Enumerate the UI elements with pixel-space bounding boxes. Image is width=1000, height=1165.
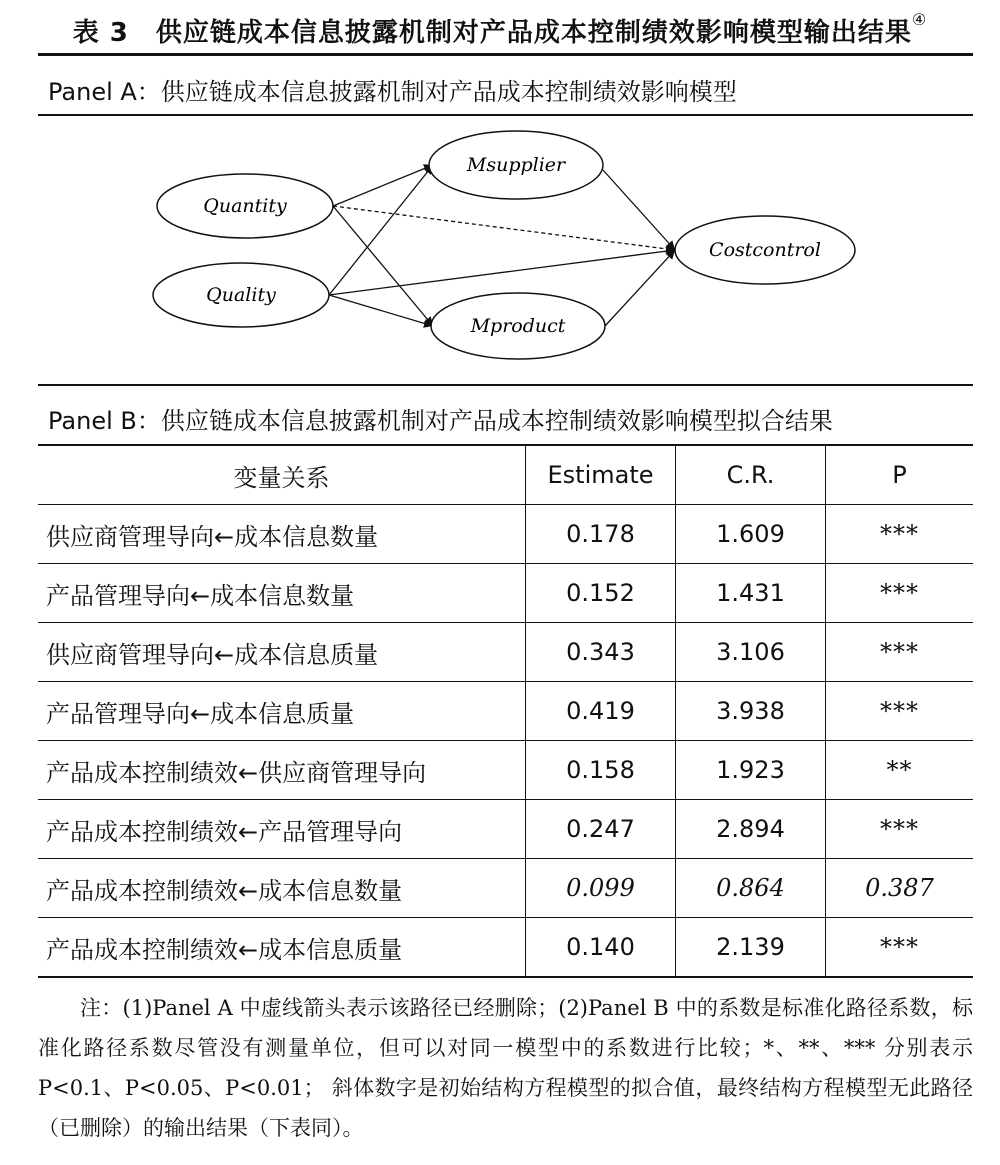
- results-body: [38, 505, 973, 978]
- header-p: P: [826, 445, 974, 505]
- table-row: [38, 859, 973, 918]
- edge-quality-to-mproduct: [329, 295, 433, 326]
- node-msupplier-label: Msupplier: [466, 154, 566, 176]
- relationship-cell: 产品成本控制绩效←成本信息数量: [38, 859, 526, 918]
- p-cell: ***: [826, 505, 974, 564]
- panel-a-rule: [38, 114, 973, 116]
- relationship-cell: 产品管理导向←成本信息数量: [38, 564, 526, 623]
- estimate-cell: 0.247: [526, 800, 676, 859]
- results-table: [38, 444, 973, 978]
- cr-cell: 2.139: [676, 918, 826, 978]
- p-cell: **: [826, 741, 974, 800]
- node-mproduct: [431, 293, 605, 359]
- header-cr: C.R.: [676, 445, 826, 505]
- relationship-cell: 产品成本控制绩效←成本信息质量: [38, 918, 526, 978]
- relationship-cell: 产品成本控制绩效←供应商管理导向: [38, 741, 526, 800]
- estimate-cell: 0.099: [526, 859, 676, 918]
- top-rule: [38, 53, 973, 56]
- estimate-cell: 0.158: [526, 741, 676, 800]
- cr-cell: 3.938: [676, 682, 826, 741]
- header-estimate: Estimate: [526, 445, 676, 505]
- p-cell: 0.387: [826, 859, 974, 918]
- relationship-cell: 产品成本控制绩效←产品管理导向: [38, 800, 526, 859]
- edge-quantity-to-mproduct: [333, 206, 433, 326]
- node-quality-label: Quality: [206, 284, 276, 306]
- table-row: [38, 741, 973, 800]
- cr-cell: 1.609: [676, 505, 826, 564]
- relationship-cell: 产品管理导向←成本信息质量: [38, 682, 526, 741]
- path-diagram: [38, 118, 973, 383]
- cr-cell: 1.431: [676, 564, 826, 623]
- estimate-cell: 0.343: [526, 623, 676, 682]
- estimate-cell: 0.152: [526, 564, 676, 623]
- table-row: [38, 564, 973, 623]
- p-cell: ***: [826, 800, 974, 859]
- table-note: 注：(1)Panel A 中虚线箭头表示该路径已经删除；(2)Panel B 中的系数是标准化路径系数，标准化路径系数尽管没有测量单位，但可以对同一模型中的系数进行比较；*、**、*** 分别表示 P<0.1、P<0.05、P<0.01； 斜体数字是初始结构方程模型的拟合值，最终结构方程模型无此路径（已删除）的输出结果（下表同）。: [38, 996, 973, 1140]
- relationship-cell: 供应商管理导向←成本信息数量: [38, 505, 526, 564]
- footnote-marker: ④: [911, 10, 928, 29]
- table-row: [38, 505, 973, 564]
- panel-b-label: Panel B：供应链成本信息披露机制对产品成本控制绩效影响模型拟合结果: [48, 407, 833, 435]
- panel-b-top-rule: [38, 384, 973, 386]
- table-row: [38, 918, 973, 978]
- p-cell: ***: [826, 918, 974, 978]
- node-costcontrol-label: Costcontrol: [709, 239, 821, 261]
- edge-quality-to-msupplier: [329, 165, 433, 295]
- diagram-nodes: [153, 131, 855, 359]
- node-costcontrol: [675, 216, 855, 284]
- cr-cell: 1.923: [676, 741, 826, 800]
- p-cell: ***: [826, 564, 974, 623]
- estimate-cell: 0.140: [526, 918, 676, 978]
- header-relationship: 变量关系: [38, 445, 526, 505]
- edge-quality-to-costcontrol: [329, 250, 675, 295]
- node-quantity: [157, 174, 333, 238]
- p-cell: ***: [826, 623, 974, 682]
- p-cell: ***: [826, 682, 974, 741]
- panel-a-label: Panel A：供应链成本信息披露机制对产品成本控制绩效影响模型: [48, 78, 737, 106]
- edge-mproduct-to-costcontrol: [605, 250, 675, 326]
- cr-cell: 0.864: [676, 859, 826, 918]
- node-msupplier: [429, 131, 603, 199]
- table-row: [38, 682, 973, 741]
- node-quantity-label: Quantity: [203, 195, 287, 217]
- cr-cell: 2.894: [676, 800, 826, 859]
- table-title: [0, 12, 1000, 49]
- header-row: [38, 445, 973, 505]
- estimate-cell: 0.178: [526, 505, 676, 564]
- estimate-cell: 0.419: [526, 682, 676, 741]
- table-row: [38, 623, 973, 682]
- edge-quantity-to-costcontrol: [333, 206, 675, 250]
- relationship-cell: 供应商管理导向←成本信息质量: [38, 623, 526, 682]
- node-mproduct-label: Mproduct: [470, 315, 566, 337]
- node-quality: [153, 263, 329, 327]
- edge-msupplier-to-costcontrol: [603, 170, 675, 250]
- table-row: [38, 800, 973, 859]
- cr-cell: 3.106: [676, 623, 826, 682]
- table-title-text: 表 3 供应链成本信息披露机制对产品成本控制绩效影响模型输出结果: [72, 18, 912, 48]
- edge-quantity-to-msupplier: [333, 165, 433, 206]
